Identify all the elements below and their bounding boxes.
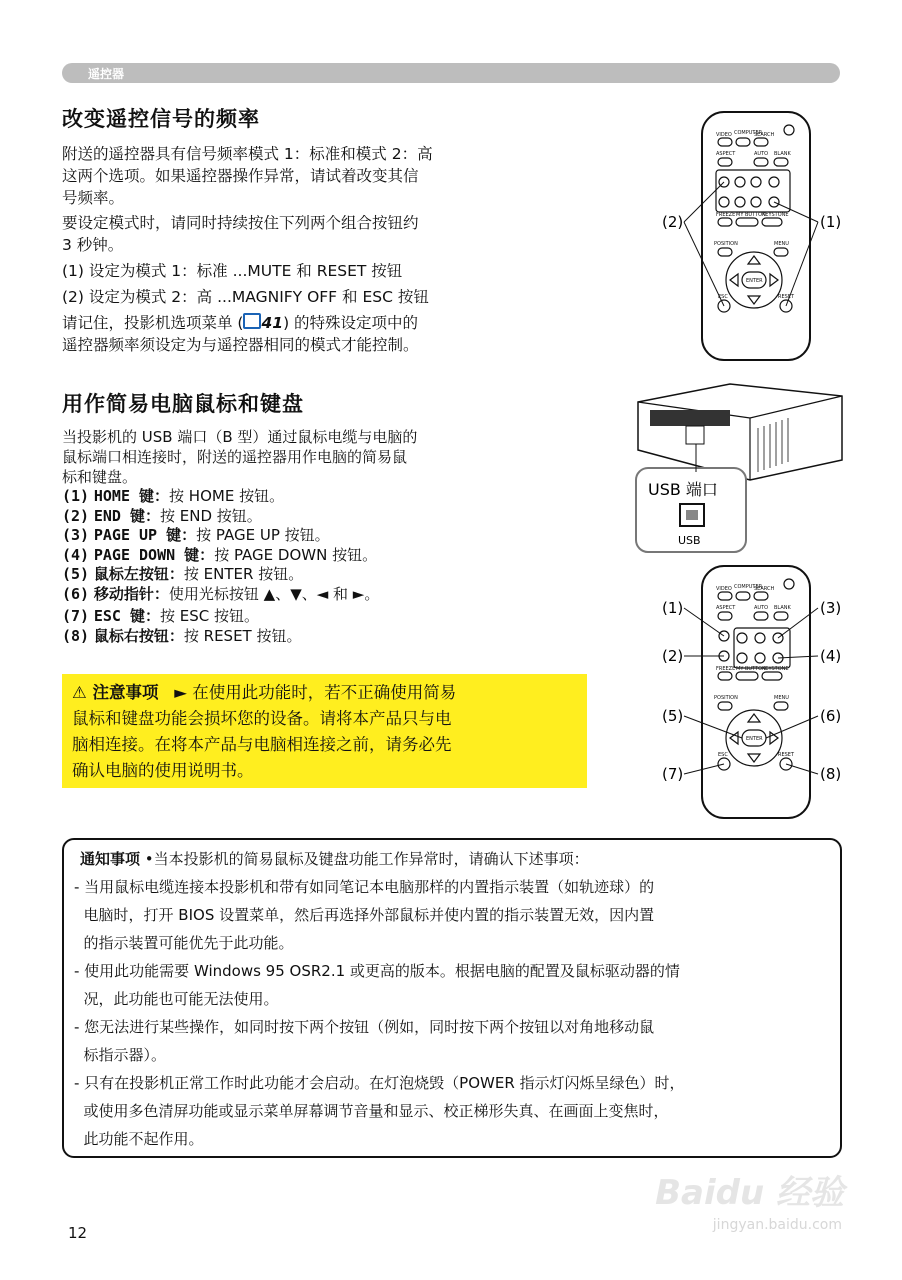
function-item-number: (5) — [62, 565, 90, 583]
notice-line: - 使用此功能需要 Windows 95 OSR2.1 或更高的版本。根据电脑的配置及鼠标驱动器的情 — [74, 962, 680, 980]
projector-usb-figure — [630, 380, 850, 555]
usb-port-text: USB — [678, 534, 701, 547]
section1-body — [62, 143, 522, 356]
section1-para1-line3: 号频率。 — [62, 189, 125, 207]
function-item-key: PAGE DOWN 键： — [93, 545, 215, 564]
para3-part-b: ) 的特殊设定项中的 — [283, 314, 419, 332]
r1-mybutton-label: MY BUTTON — [736, 212, 766, 218]
header-label: 遥控器 — [88, 67, 125, 81]
r2-search-label: SEARCH — [754, 586, 775, 592]
remote-figure-2 — [650, 562, 850, 822]
book-icon — [243, 313, 261, 329]
r1-position-label: POSITION — [714, 241, 738, 247]
r2-auto-label: AUTO — [754, 605, 769, 611]
notice-line: 况，此功能也可能无法使用。 — [74, 990, 279, 1008]
notice-box — [62, 838, 842, 1158]
function-item-desc: 按 HOME 按钮。 — [169, 487, 285, 505]
notice-intro: •当本投影机的简易鼠标及键盘功能工作异常时，请确认下述事项： — [144, 850, 589, 868]
notice-line: - 只有在投影机正常工作时此功能才会启动。在灯泡烧毁（POWER 指示灯闪烁呈绿色）时， — [74, 1074, 685, 1092]
mode1-line: (1) 设定为模式 1：标准 ...MUTE 和 RESET 按钮 — [62, 262, 403, 280]
r2-callout-1: (1) — [662, 599, 684, 617]
r2-position-label: POSITION — [714, 695, 738, 701]
r2-callout-3: (3) — [820, 599, 842, 617]
r2-callout-7: (7) — [662, 765, 684, 783]
function-item-number: (8) — [62, 626, 90, 645]
function-item-desc: 按 RESET 按钮。 — [183, 626, 302, 645]
section2-body — [62, 427, 522, 646]
r1-aspect-label: ASPECT — [716, 151, 736, 157]
r2-enter-label: ENTER — [746, 736, 763, 742]
section2-para-line2: 鼠标端口相连接时，附送的遥控器用作电脑的简易鼠 — [62, 448, 408, 466]
function-item-key: PAGE UP 键： — [93, 526, 197, 544]
function-item-key: 鼠标右按钮： — [93, 626, 184, 645]
r1-callout-1: (1) — [820, 213, 842, 231]
r2-callout-5: (5) — [662, 707, 684, 725]
section1-para2-line2: 3 秒钟。 — [62, 236, 124, 254]
function-item-number: (7) — [62, 607, 90, 625]
section1-title: 改变遥控信号的频率 — [62, 107, 260, 131]
r2-mybutton-label: MY BUTTON — [736, 666, 766, 672]
usb-port-label: USB 端口 — [648, 480, 718, 499]
watermark-logo: Baidu 经验 — [655, 1173, 844, 1213]
r2-callout-4: (4) — [820, 647, 842, 665]
notice-line: 此功能不起作用。 — [74, 1130, 204, 1148]
r1-esc-label: ESC — [718, 294, 728, 300]
r1-menu-label: MENU — [774, 241, 789, 247]
function-item-key: END 键： — [93, 506, 160, 525]
page-number: 12 — [68, 1224, 88, 1242]
function-item-key: HOME 键： — [93, 487, 170, 505]
function-item-number: (4) — [62, 545, 90, 564]
function-item-key: 鼠标左按钮： — [93, 565, 184, 583]
function-item — [62, 507, 522, 527]
notice-line: - 当用鼠标电缆连接本投影机和带有如同笔记本电脑那样的内置指示装置（如轨迹球）的 — [74, 878, 655, 896]
section1-para3-line1 — [62, 312, 522, 334]
r1-computer-label: COMPUTER — [734, 130, 763, 136]
r2-esc-label: ESC — [718, 752, 728, 758]
watermark-url: jingyan.baidu.com — [712, 1217, 842, 1233]
section1-para1-line1: 附送的遥控器具有信号频率模式 1：标准和模式 2：高 — [62, 145, 433, 163]
caution-line1: 在使用此功能时，若不正确使用简易 — [192, 683, 457, 702]
r1-auto-label: AUTO — [754, 151, 769, 157]
caution-arrow-icon: ► — [174, 683, 187, 702]
function-item-desc: 按 ENTER 按钮。 — [183, 565, 304, 583]
r2-aspect-label: ASPECT — [716, 605, 736, 611]
caution-text — [72, 680, 580, 784]
function-item-number: (2) — [62, 506, 90, 525]
r2-reset-label: RESET — [778, 752, 795, 758]
function-item-number: (3) — [62, 526, 90, 544]
r1-reset-label: RESET — [778, 294, 795, 300]
function-item-desc: 按 PAGE DOWN 按钮。 — [214, 545, 378, 564]
caution-line2: 鼠标和键盘功能会损坏您的设备。请将本产品只与电 — [72, 709, 452, 728]
function-item-number: (1) — [62, 487, 90, 505]
section2-para-line1: 当投影机的 USB 端口（B 型）通过鼠标电缆与电脑的 — [62, 428, 418, 446]
r1-video-label: VIDEO — [716, 132, 732, 138]
r2-blank-label: BLANK — [774, 605, 791, 611]
notice-line: - 您无法进行某些操作，如同时按下两个按钮（例如，同时按下两个按钮以对角地移动鼠 — [74, 1018, 655, 1036]
function-item — [62, 546, 522, 566]
function-item — [62, 585, 522, 605]
r1-freeze-label: FREEZE — [716, 212, 736, 218]
caution-line4: 确认电脑的使用说明书。 — [72, 761, 254, 780]
section2-title: 用作简易电脑鼠标和键盘 — [62, 392, 304, 416]
notice-line: 电脑时，打开 BIOS 设置菜单，然后再选择外部鼠标并使内置的指示装置无效，因内置 — [74, 906, 655, 924]
function-item-desc: 按 END 按钮。 — [160, 506, 262, 525]
r1-keystone-label: KEYSTONE — [762, 212, 789, 218]
section2-para-line3: 标和键盘。 — [62, 468, 138, 486]
r1-search-label: SEARCH — [754, 132, 775, 138]
header-bar — [62, 63, 840, 83]
function-item — [62, 627, 522, 647]
caution-line3: 脑相连接。在将本产品与电脑相连接之前，请务必先 — [72, 735, 452, 754]
section1-para2-line1: 要设定模式时，请同时持续按住下列两个组合按钮约 — [62, 214, 419, 232]
section1-para1-line2: 这两个选项。如果遥控器操作异常，请试着改变其信 — [62, 167, 419, 185]
r2-callout-2: (2) — [662, 647, 684, 665]
r2-callout-6: (6) — [820, 707, 842, 725]
notice-label: 通知事项 — [80, 850, 141, 868]
function-item-key: 移动指针： — [93, 584, 169, 603]
function-item-number: (6) — [62, 584, 90, 603]
function-item — [62, 565, 522, 585]
r2-keystone-label: KEYSTONE — [762, 666, 789, 672]
r2-computer-label: COMPUTER — [734, 584, 763, 590]
r1-blank-label: BLANK — [774, 151, 791, 157]
remote-figure-1 — [650, 108, 850, 368]
r2-video-label: VIDEO — [716, 586, 732, 592]
caution-box — [62, 674, 587, 788]
caution-label: ⚠ 注意事项 — [72, 683, 159, 702]
notice-intro-line — [80, 846, 589, 872]
function-item-desc: 按 ESC 按钮。 — [160, 607, 260, 625]
function-item-desc: 使用光标按钮 ▲、▼、◄ 和 ►。 — [168, 584, 380, 603]
notice-line: 的指示装置可能优先于此功能。 — [74, 934, 294, 952]
notice-line: 或使用多色清屏功能或显示菜单屏幕调节音量和显示、校正梯形失真、在画面上变焦时， — [74, 1102, 669, 1120]
section1-para3-line2: 遥控器频率须设定为与遥控器相同的模式才能控制。 — [62, 336, 419, 354]
function-list — [62, 487, 522, 646]
function-item — [62, 607, 522, 627]
r2-menu-label: MENU — [774, 695, 789, 701]
r1-callout-2: (2) — [662, 213, 684, 231]
r2-freeze-label: FREEZE — [716, 666, 736, 672]
function-item — [62, 526, 522, 546]
r2-callout-8: (8) — [820, 765, 842, 783]
book-ref-page[interactable]: 41 — [261, 314, 284, 332]
function-item — [62, 487, 522, 507]
mode2-line: (2) 设定为模式 2：高 ...MAGNIFY OFF 和 ESC 按钮 — [62, 288, 429, 306]
function-item-desc: 按 PAGE UP 按钮。 — [196, 526, 330, 544]
notice-line: 标指示器）。 — [74, 1046, 167, 1064]
function-item-key: ESC 键： — [93, 607, 160, 625]
para3-part-a: 请记住，投影机选项菜单 ( — [62, 314, 244, 332]
r1-enter-label: ENTER — [746, 278, 763, 284]
